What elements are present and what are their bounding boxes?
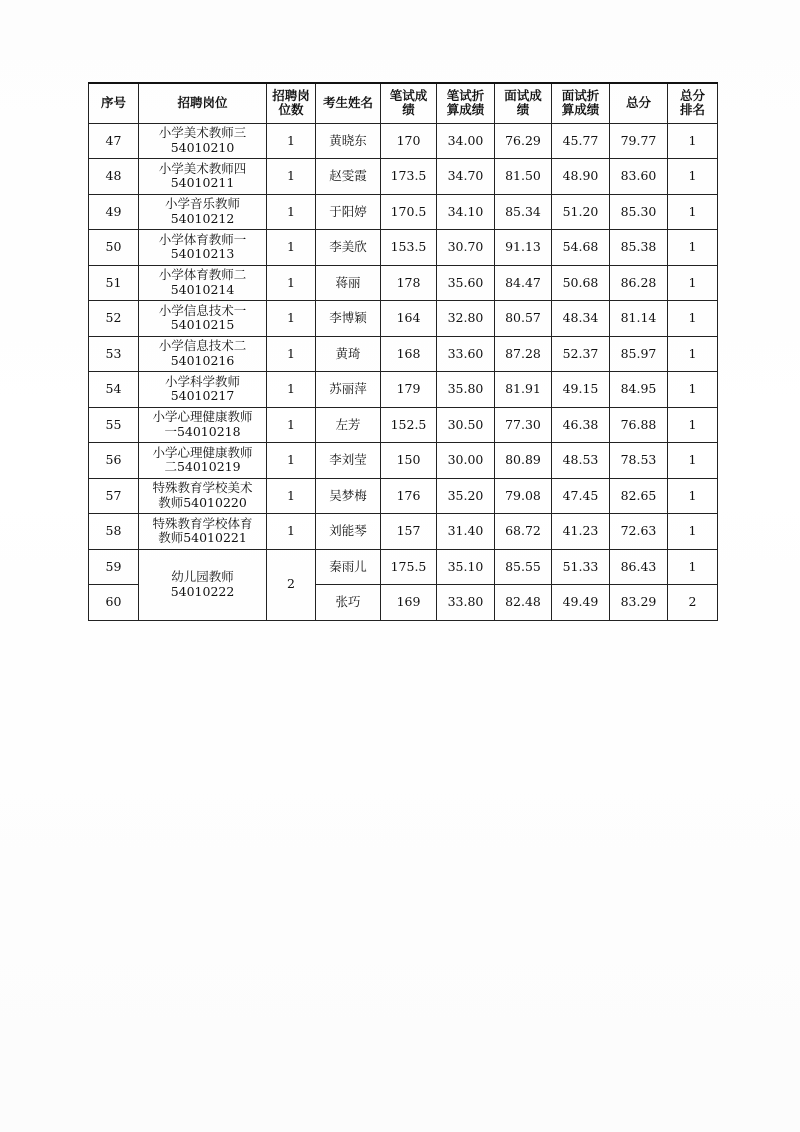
cell-no: 54 xyxy=(89,372,139,408)
cell-interview-conv: 54.68 xyxy=(552,230,610,266)
cell-written-conv: 35.10 xyxy=(437,549,495,585)
cell-name: 蒋丽 xyxy=(316,265,381,301)
cell-positions: 1 xyxy=(267,230,316,266)
cell-post: 小学音乐教师 54010212 xyxy=(139,194,267,230)
cell-interview-conv: 45.77 xyxy=(552,123,610,159)
cell-name: 张巧 xyxy=(316,585,381,621)
cell-total: 86.43 xyxy=(610,549,668,585)
cell-interview-conv: 52.37 xyxy=(552,336,610,372)
table-row xyxy=(89,265,718,301)
cell-written: 169 xyxy=(381,585,437,621)
cell-rank: 1 xyxy=(668,372,718,408)
cell-interview-conv: 47.45 xyxy=(552,478,610,514)
cell-rank: 1 xyxy=(668,549,718,585)
cell-interview: 76.29 xyxy=(495,123,552,159)
cell-post: 特殊教育学校体育 教师54010221 xyxy=(139,514,267,550)
cell-total: 85.97 xyxy=(610,336,668,372)
cell-written-conv: 34.70 xyxy=(437,159,495,195)
cell-no: 60 xyxy=(89,585,139,621)
cell-interview-conv: 48.53 xyxy=(552,443,610,479)
cell-rank: 1 xyxy=(668,159,718,195)
cell-name: 吴梦梅 xyxy=(316,478,381,514)
table-row xyxy=(89,372,718,408)
cell-total: 79.77 xyxy=(610,123,668,159)
cell-interview-conv: 48.34 xyxy=(552,301,610,337)
cell-post: 特殊教育学校美术 教师54010220 xyxy=(139,478,267,514)
cell-total: 84.95 xyxy=(610,372,668,408)
cell-interview-conv: 51.33 xyxy=(552,549,610,585)
table-row xyxy=(89,301,718,337)
header-cell-post: 招聘岗位 xyxy=(139,83,267,123)
cell-written-conv: 34.00 xyxy=(437,123,495,159)
table-row xyxy=(89,407,718,443)
cell-interview: 80.57 xyxy=(495,301,552,337)
header-cell-rank: 总分 排名 xyxy=(668,83,718,123)
cell-positions: 1 xyxy=(267,194,316,230)
cell-post: 小学心理健康教师 一54010218 xyxy=(139,407,267,443)
header-cell-interview-conv: 面试折 算成绩 xyxy=(552,83,610,123)
cell-positions: 1 xyxy=(267,123,316,159)
table-row xyxy=(89,159,718,195)
header-row xyxy=(89,83,718,123)
table-row xyxy=(89,443,718,479)
cell-interview: 79.08 xyxy=(495,478,552,514)
cell-rank: 1 xyxy=(668,230,718,266)
cell-written: 176 xyxy=(381,478,437,514)
cell-written-conv: 32.80 xyxy=(437,301,495,337)
header-cell-written-conv: 笔试折 算成绩 xyxy=(437,83,495,123)
cell-positions-merged: 2 xyxy=(267,549,316,620)
cell-name: 李美欣 xyxy=(316,230,381,266)
cell-name: 秦雨儿 xyxy=(316,549,381,585)
cell-interview-conv: 51.20 xyxy=(552,194,610,230)
cell-rank: 1 xyxy=(668,336,718,372)
table-row xyxy=(89,230,718,266)
cell-written: 164 xyxy=(381,301,437,337)
cell-positions: 1 xyxy=(267,443,316,479)
cell-rank: 1 xyxy=(668,265,718,301)
cell-name: 黄琦 xyxy=(316,336,381,372)
cell-rank: 2 xyxy=(668,585,718,621)
cell-name: 苏丽萍 xyxy=(316,372,381,408)
cell-no: 48 xyxy=(89,159,139,195)
cell-written: 152.5 xyxy=(381,407,437,443)
cell-name: 李刘莹 xyxy=(316,443,381,479)
cell-written: 178 xyxy=(381,265,437,301)
cell-no: 52 xyxy=(89,301,139,337)
cell-rank: 1 xyxy=(668,123,718,159)
cell-positions: 1 xyxy=(267,336,316,372)
cell-written: 175.5 xyxy=(381,549,437,585)
cell-interview-conv: 48.90 xyxy=(552,159,610,195)
cell-rank: 1 xyxy=(668,443,718,479)
cell-interview-conv: 49.49 xyxy=(552,585,610,621)
cell-positions: 1 xyxy=(267,265,316,301)
cell-interview: 87.28 xyxy=(495,336,552,372)
cell-name: 黄晓东 xyxy=(316,123,381,159)
cell-written: 153.5 xyxy=(381,230,437,266)
cell-interview: 77.30 xyxy=(495,407,552,443)
cell-no: 59 xyxy=(89,549,139,585)
cell-rank: 1 xyxy=(668,478,718,514)
cell-written-conv: 30.00 xyxy=(437,443,495,479)
cell-interview: 82.48 xyxy=(495,585,552,621)
cell-total: 85.30 xyxy=(610,194,668,230)
cell-written: 170.5 xyxy=(381,194,437,230)
cell-written: 168 xyxy=(381,336,437,372)
cell-written: 173.5 xyxy=(381,159,437,195)
cell-no: 49 xyxy=(89,194,139,230)
cell-name: 李博颖 xyxy=(316,301,381,337)
cell-post-merged: 幼儿园教师 54010222 xyxy=(139,549,267,620)
cell-post: 小学体育教师一 54010213 xyxy=(139,230,267,266)
cell-interview-conv: 46.38 xyxy=(552,407,610,443)
cell-positions: 1 xyxy=(267,301,316,337)
cell-interview-conv: 50.68 xyxy=(552,265,610,301)
cell-no: 53 xyxy=(89,336,139,372)
cell-no: 57 xyxy=(89,478,139,514)
cell-no: 51 xyxy=(89,265,139,301)
cell-total: 72.63 xyxy=(610,514,668,550)
cell-post: 小学科学教师 54010217 xyxy=(139,372,267,408)
cell-name: 左芳 xyxy=(316,407,381,443)
cell-positions: 1 xyxy=(267,514,316,550)
cell-written-conv: 30.70 xyxy=(437,230,495,266)
cell-post: 小学信息技术二 54010216 xyxy=(139,336,267,372)
cell-post: 小学体育教师二 54010214 xyxy=(139,265,267,301)
header-cell-written: 笔试成 绩 xyxy=(381,83,437,123)
cell-written-conv: 34.10 xyxy=(437,194,495,230)
cell-total: 81.14 xyxy=(610,301,668,337)
header-cell-interview: 面试成 绩 xyxy=(495,83,552,123)
cell-total: 82.65 xyxy=(610,478,668,514)
cell-written-conv: 31.40 xyxy=(437,514,495,550)
cell-name: 刘能琴 xyxy=(316,514,381,550)
cell-post: 小学信息技术一 54010215 xyxy=(139,301,267,337)
cell-total: 85.38 xyxy=(610,230,668,266)
cell-name: 赵雯霞 xyxy=(316,159,381,195)
cell-interview: 91.13 xyxy=(495,230,552,266)
table-row xyxy=(89,123,718,159)
cell-interview: 85.34 xyxy=(495,194,552,230)
cell-rank: 1 xyxy=(668,407,718,443)
cell-written: 170 xyxy=(381,123,437,159)
cell-positions: 1 xyxy=(267,159,316,195)
cell-interview: 81.91 xyxy=(495,372,552,408)
table-body xyxy=(89,123,718,620)
cell-written: 150 xyxy=(381,443,437,479)
cell-no: 58 xyxy=(89,514,139,550)
cell-post: 小学美术教师三 54010210 xyxy=(139,123,267,159)
cell-positions: 1 xyxy=(267,478,316,514)
cell-interview: 84.47 xyxy=(495,265,552,301)
table-row xyxy=(89,478,718,514)
cell-written-conv: 33.80 xyxy=(437,585,495,621)
header-cell-no: 序号 xyxy=(89,83,139,123)
header-cell-total: 总分 xyxy=(610,83,668,123)
cell-total: 83.29 xyxy=(610,585,668,621)
header-cell-positions: 招聘岗 位数 xyxy=(267,83,316,123)
table-row xyxy=(89,336,718,372)
cell-written-conv: 35.80 xyxy=(437,372,495,408)
cell-written-conv: 30.50 xyxy=(437,407,495,443)
table-row xyxy=(89,194,718,230)
cell-total: 78.53 xyxy=(610,443,668,479)
cell-total: 76.88 xyxy=(610,407,668,443)
cell-written-conv: 35.20 xyxy=(437,478,495,514)
cell-interview: 68.72 xyxy=(495,514,552,550)
cell-positions: 1 xyxy=(267,372,316,408)
table-row xyxy=(89,549,718,585)
cell-total: 83.60 xyxy=(610,159,668,195)
cell-name: 于阳婷 xyxy=(316,194,381,230)
cell-post: 小学美术教师四 54010211 xyxy=(139,159,267,195)
cell-interview-conv: 41.23 xyxy=(552,514,610,550)
cell-positions: 1 xyxy=(267,407,316,443)
cell-post: 小学心理健康教师 二54010219 xyxy=(139,443,267,479)
cell-no: 47 xyxy=(89,123,139,159)
cell-interview: 80.89 xyxy=(495,443,552,479)
cell-rank: 1 xyxy=(668,514,718,550)
cell-rank: 1 xyxy=(668,194,718,230)
cell-written-conv: 35.60 xyxy=(437,265,495,301)
table-row xyxy=(89,514,718,550)
results-table xyxy=(88,82,718,621)
cell-no: 55 xyxy=(89,407,139,443)
cell-interview: 81.50 xyxy=(495,159,552,195)
header-cell-name: 考生姓名 xyxy=(316,83,381,123)
cell-total: 86.28 xyxy=(610,265,668,301)
cell-interview-conv: 49.15 xyxy=(552,372,610,408)
cell-written: 179 xyxy=(381,372,437,408)
cell-interview: 85.55 xyxy=(495,549,552,585)
cell-no: 56 xyxy=(89,443,139,479)
cell-rank: 1 xyxy=(668,301,718,337)
cell-written-conv: 33.60 xyxy=(437,336,495,372)
cell-written: 157 xyxy=(381,514,437,550)
cell-no: 50 xyxy=(89,230,139,266)
